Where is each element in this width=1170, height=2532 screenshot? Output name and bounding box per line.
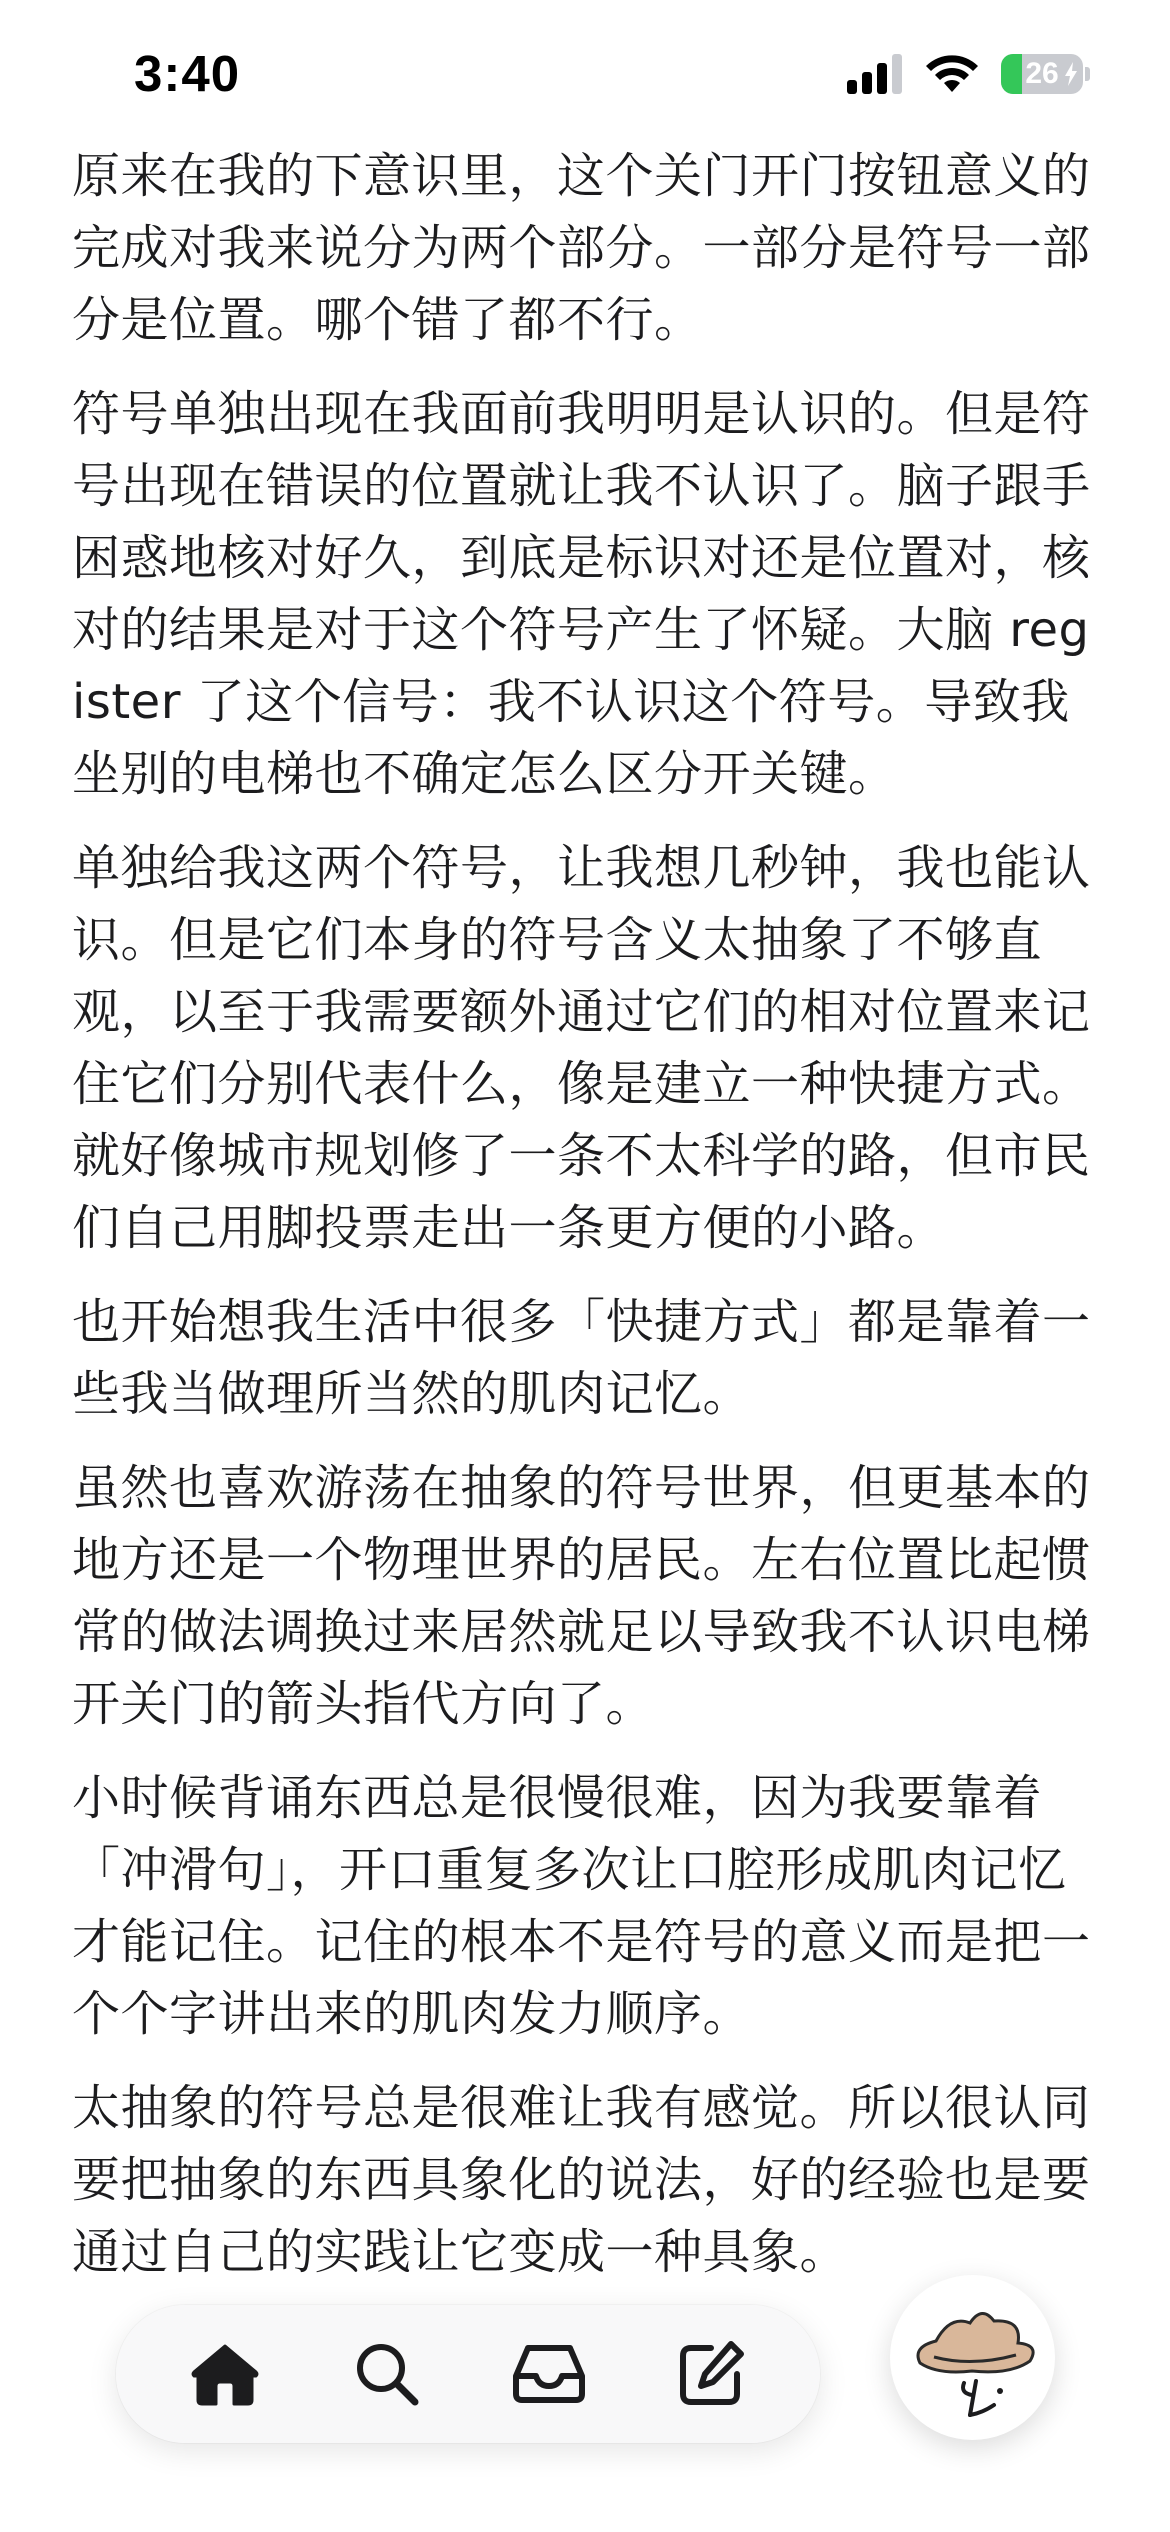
battery-indicator	[1001, 54, 1083, 94]
tab-compose[interactable]	[656, 2319, 766, 2429]
tab-search[interactable]	[332, 2319, 442, 2429]
profile-avatar-button[interactable]	[890, 2275, 1055, 2440]
wifi-icon	[925, 54, 979, 94]
battery-level: 26	[1025, 57, 1059, 90]
article-paragraph: 单独给我这两个符号，让我想几秒钟，我也能认识。但是它们本身的符号含义太抽象了不够直观，以至于我需要额外通过它们的相对位置来记住它们分别代表什么，像是建立一种快捷方式。就好像城市规划修了一条不太科学的路，但市民们自己用脚投票走出一条更方便的小路。	[72, 840, 1091, 1256]
article-paragraph: 符号单独出现在我面前我明明是认识的。但是符号出现在错误的位置就让我不认识了。脑子跟手困惑地核对好久，到底是标识对还是位置对，核对的结果是对于这个符号产生了怀疑。大脑 register 了这个信号：我不认识这个符号。导致我坐别的电梯也不确定怎么区分开关键。	[72, 386, 1091, 802]
tab-home[interactable]	[170, 2319, 280, 2429]
cowboy-face-avatar-icon	[890, 2275, 1055, 2440]
article-paragraph: 也开始想我生活中很多「快捷方式」都是靠着一些我当做理所当然的肌肉记忆。	[72, 1294, 1091, 1422]
article-paragraph: 虽然也喜欢游荡在抽象的符号世界，但更基本的地方还是一个物理世界的居民。左右位置比起惯常的做法调换过来居然就足以导致我不认识电梯开关门的箭头指代方向了。	[72, 1460, 1091, 1732]
charging-bolt-icon	[1065, 62, 1077, 86]
status-bar	[0, 0, 1170, 150]
cellular-signal-icon	[847, 54, 903, 94]
tab-bar	[116, 2305, 820, 2443]
battery-cap	[1085, 67, 1090, 81]
article-paragraph: 太抽象的符号总是很难让我有感觉。所以很认同要把抽象的东西具象化的说法，好的经验也是要通过自己的实践让它变成一种具象。	[72, 2080, 1091, 2280]
tab-inbox[interactable]	[494, 2319, 604, 2429]
article-paragraph: 小时候背诵东西总是很慢很难，因为我要靠着「冲滑句」，开口重复多次让口腔形成肌肉记忆才能记住。记住的根本不是符号的意义而是把一个个字讲出来的肌肉发力顺序。	[72, 1770, 1091, 2042]
inbox-icon	[512, 2344, 586, 2404]
search-icon	[354, 2341, 420, 2407]
article-paragraph: 原来在我的下意识里，这个关门开门按钮意义的完成对我来说分为两个部分。一部分是符号一部分是位置。哪个错了都不行。	[72, 148, 1091, 348]
home-icon	[190, 2342, 260, 2406]
article-body	[72, 140, 1092, 2310]
status-indicators	[847, 52, 1090, 96]
compose-icon	[677, 2340, 745, 2408]
status-time: 3:40	[134, 45, 241, 102]
